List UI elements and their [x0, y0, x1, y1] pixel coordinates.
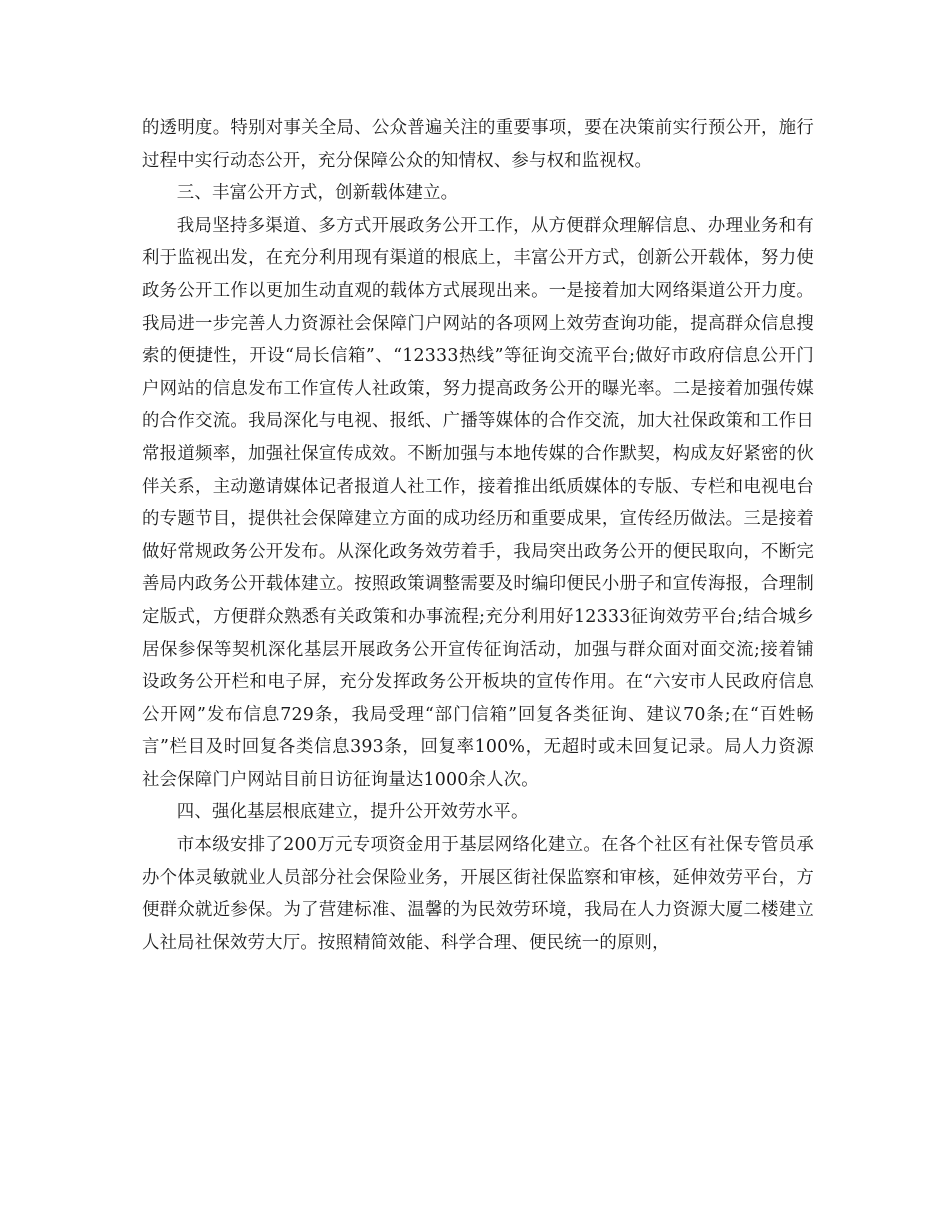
paragraph-body-grassroots: 市本级安排了200万元专项资金用于基层网络化建立。在各个社区有社保专管员承办个体灵敏就业人员部分社会保险业务，开展区街社保监察和审核，延伸效劳平台，方便群众就近参保。为了营建标准、温馨的为民效劳环境，我局在人力资源大厦二楼建立人社局社保效劳大厅。按照精简效能、科学合理、便民统一的原则， [142, 835, 814, 953]
paragraph-continuation: 的透明度。特别对事关全局、公众普遍关注的重要事项，要在决策前实行预公开，施行过程中实行动态公开，充分保障公众的知情权、参与权和监视权。 [142, 118, 814, 171]
section-heading-three: 三、丰富公开方式，创新载体建立。 [176, 183, 459, 204]
section-heading-four: 四、强化基层根底建立，提升公开效劳水平。 [176, 802, 529, 823]
paragraph-body-channels: 我局坚持多渠道、多方式开展政务公开工作，从方便群众理解信息、办理业务和有利于监视出发，在充分利用现有渠道的根底上，丰富公开方式，创新公开载体，努力使政务公开工作以更加生动直观的载体方式展现出来。一是接着加大网络渠道公开力度。我局进一步完善人力资源社会保障门户网站的各项网上效劳查询功能，提高群众信息搜索的便捷性，开设“局长信箱”、“12333热线”等征询交流平台;做好市政府信息公开门户网站的信息发布工作宣传人社政策，努力提高政务公开的曝光率。二是接着加强传媒的合作交流。我局深化与电视、报纸、广播等媒体的合作交流，加大社保政策和工作日常报道频率，加强社保宣传成效。不断加强与本地传媒的合作默契，构成友好紧密的伙伴关系，主动邀请媒体记者报道人社工作，接着推出纸质媒体的专版、专栏和电视电台的专题节目，提供社会保障建立方面的成功经历和重要成果，宣传经历做法。三是接着做好常规政务公开发布。从深化政务效劳着手，我局突出政务公开的便民取向，不断完善局内政务公开载体建立。按照政策调整需要及时编印便民小册子和宣传海报，合理制定版式，方便群众熟悉有关政策和办事流程;充分利用好12333征询效劳平台;结合城乡居保参保等契机深化基层开展政务公开宣传征询活动，加强与群众面对面交流;接着铺设政务公开栏和电子屏，充分发挥政务公开板块的宣传作用。在“六安市人民政府信息公开网”发布信息729条，我局受理“部门信箱”回复各类征询、建议70条;在“百姓畅言”栏目及时回复各类信息393条，回复率100%，无超时或未回复记录。局人力资源社会保障门户网站目前日访征询量达1000余人次。 [142, 215, 814, 790]
